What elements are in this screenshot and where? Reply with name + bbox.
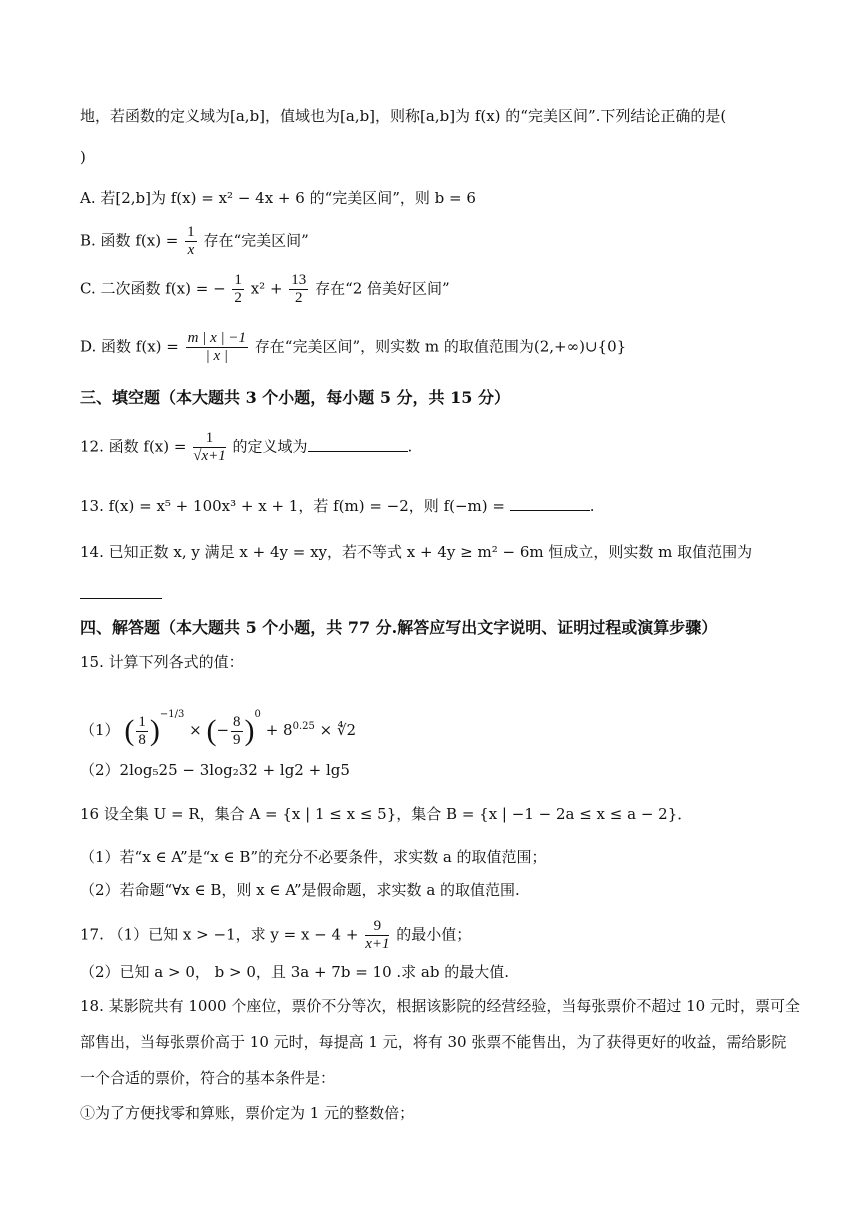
option-c-fraction-1 [232,272,244,307]
option-c-numerator-1: 1 [234,272,242,288]
q18-line-2: 部售出，当每张票价高于 10 元时，每提高 1 元，将有 30 张票不能售出，为了获得更好的收益，需给影院 [80,1033,787,1051]
option-a: A. 若[2,b]为 f(x) = x² − 4x + 6 的“完美区间”，则 b = 6 [80,189,476,207]
option-d [80,330,827,365]
question-15: 15. 计算下列各式的值： [80,653,244,671]
question-13 [80,494,827,518]
q15-1-exponent-2: 0 [254,709,261,720]
option-c-middle: x² + [250,279,283,298]
q17-suffix: 的最小值； [396,925,472,944]
q15-1-label: （1） [80,721,120,739]
q15-1-exponent-3: 0.25 [292,721,315,732]
option-c-denominator-1: 2 [234,290,242,306]
q12-numerator: 1 [193,430,226,448]
q12-denominator: √x+1 [193,448,226,464]
q13-answer-blank [510,496,590,511]
q15-1-denominator: 8 [138,731,146,748]
left-paren-2: ( [206,714,217,747]
intro-line-2: ) [80,148,86,166]
section-4-title: 四、解答题（本大题共 5 个小题，共 77 分.解答应写出文字说明、证明过程或演算步骤） [80,618,718,637]
q15-1-numerator-2: 8 [233,713,241,730]
q13-text: 13. f(x) = x⁵ + 100x³ + x + 1，若 f(m) = −2，则 f(−m) = [80,497,505,515]
q15-1-fraction-2 [231,714,243,749]
q15-1-tail: + 8 [265,721,293,739]
q12-end: . [407,437,413,456]
question-16: 16 设全集 U = R，集合 A = {x | 1 ≤ x ≤ 5}，集合 B = {x | −1 − 2a ≤ x ≤ a − 2}． [80,805,693,823]
right-paren: ) [149,714,160,747]
q15-1-denominator-2: 9 [233,731,241,748]
q12-fraction [193,430,226,465]
option-c-suffix: 存在“2 倍美好区间” [315,279,450,298]
option-b-denominator: x [187,242,195,258]
q12-prefix: 12. 函数 f(x) = [80,437,187,456]
q17-part-2: （2）已知 a > 0， b > 0，且 3a + 7b = 10 .求 ab 的最大值. [80,963,510,981]
option-d-fraction [186,330,248,365]
option-c-fraction-2 [289,272,308,307]
option-b [80,224,827,259]
q17-fraction [365,918,389,953]
q18-line-1: 18. 某影院共有 1000 个座位，票价不分等次，根据该影院的经营经验，当每张票价不超过 10 元时，票可全 [80,997,800,1015]
q17-numerator: 9 [365,918,389,936]
option-d-prefix: D. 函数 f(x) = [80,337,179,356]
left-paren: ( [124,714,135,747]
q15-part-1: （1） ( $\frac{1}{8}$ )$^{-1/3}$ × (− $\frac{8}{9}$ )$^0 + 8^{0.25}$ × ∜2 [80,709,357,748]
option-b-prefix: B. 函数 f(x) = [80,231,179,250]
q14-answer-line [80,582,827,606]
q15-part-2: （2）2log₅25 − 3log₂32 + lg2 + lg5 [80,761,350,779]
intro-line-1: 地，若函数的定义域为[a,b]，值域也为[a,b]，则称[a,b]为 f(x) 的“完美区间”.下列结论正确的是( [80,107,727,125]
q17-prefix: 17. （1）已知 x > −1，求 y = x − 4 + [80,925,359,944]
option-c-prefix: C. 二次函数 f(x) = − [80,279,226,298]
q16-part-1: （1）若“x ∈ A”是“x ∈ B”的充分不必要条件，求实数 a 的取值范围； [80,848,547,866]
q18-line-4: ①为了方便找零和算账，票价定为 1 元的整数倍； [80,1104,415,1122]
question-17 [80,918,827,953]
q15-1-times: × [189,721,202,739]
q13-end: . [589,497,595,515]
option-c [80,272,827,307]
q16-part-2: （2）若命题“∀x ∈ B，则 x ∈ A”是假命题，求实数 a 的取值范围. [80,881,520,899]
q15-1-end: × ∜2 [319,721,357,739]
question-14: 14. 已知正数 x, y 满足 x + 4y = xy，若不等式 x + 4y ≥ m² − 6m 恒成立，则实数 m 取值范围为 [80,543,753,561]
option-c-numerator-2: 13 [291,272,307,288]
option-b-numerator: 1 [187,224,195,240]
option-b-fraction [185,224,197,259]
option-d-denominator: | x | [205,348,229,364]
option-d-numerator: m | x | −1 [187,330,246,346]
q12-answer-blank [308,437,408,452]
q18-line-3: 一个合适的票价，符合的基本条件是： [80,1069,336,1087]
right-paren-2: ) [244,714,255,747]
option-d-suffix: 存在“完美区间”，则实数 m 的取值范围为(2,+∞)∪{0} [254,337,627,356]
q17-denominator: x+1 [365,936,390,952]
q15-1-numerator: 1 [138,713,146,730]
section-3-title: 三、填空题（本大题共 3 个小题，每小题 5 分，共 15 分） [80,388,510,407]
option-c-denominator-2: 2 [295,290,303,306]
option-b-suffix: 存在“完美区间” [203,231,309,250]
q15-1-exponent: −1/3 [159,709,185,720]
q12-suffix: 的定义域为 [232,437,308,456]
q14-answer-blank [80,584,162,599]
q15-1-fraction [136,714,148,749]
question-12 [80,430,827,465]
